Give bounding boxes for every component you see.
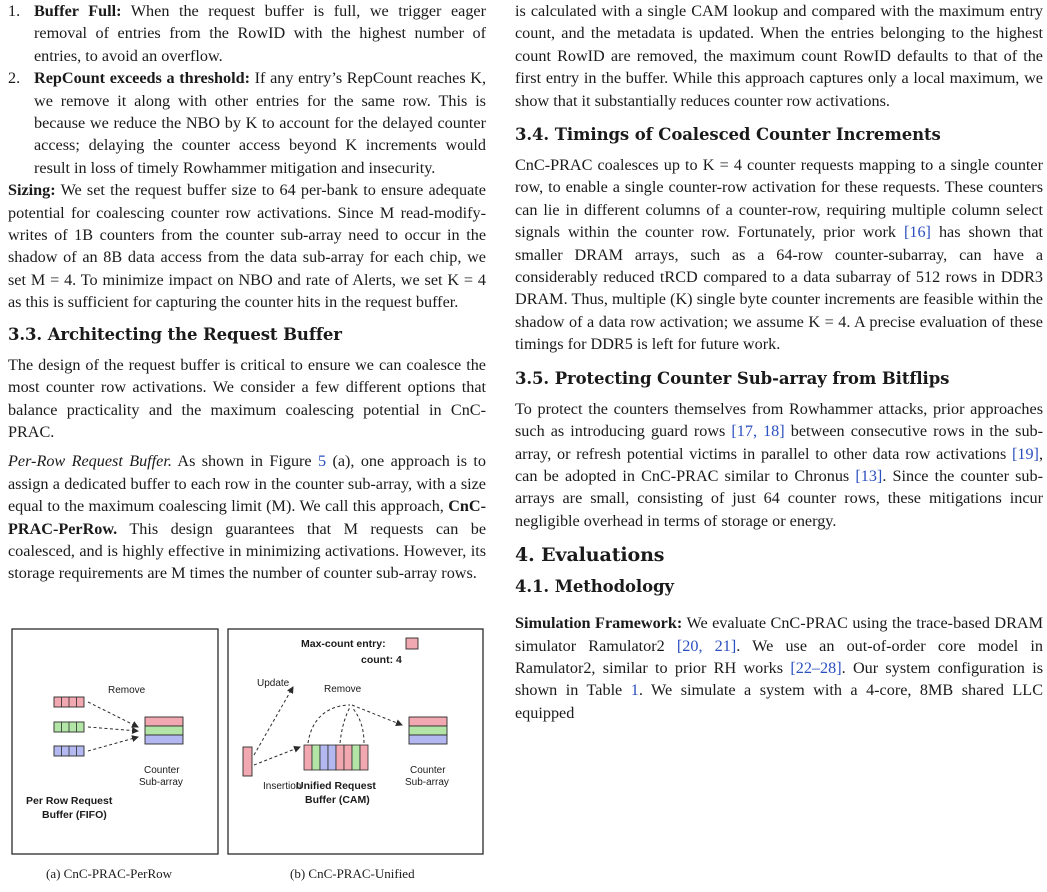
continued-paragraph: is calculated with a single CAM lookup and compared with the maximum entry count, and the metadata is updated. When the entries belonging to the highest count RowID are removed, the maximum count RowID defaults to that of the first entry in the buffer. While this approach captures only a local maximum, we show that it substantially reduces counter row activations. <box>515 2 1043 110</box>
insertion-label: Insertion <box>263 781 302 792</box>
paragraph-text: . We use an out-of-order core model in Ramulator2, similar to prior RH works <box>515 636 1044 677</box>
paragraph-title: Per-Row Request Buffer. <box>8 452 172 471</box>
counter-subarray-b <box>409 717 447 744</box>
paragraph-text: This design guarantees that M requests can be coalesced, and is highly effective in minimizing activations. However, its storage requirements are M times the number of counter sub-array rows. <box>8 519 487 583</box>
panel-b-title-line1: Unified Request <box>296 780 376 792</box>
paragraph-text: CnC-PRAC coalesces up to K = 4 counter requests mapping to a single counter row, to enable a single counter-row activation for these requests. These counters can lie in different columns of a counter-row, requiring multiple column select signals within the counter row. Fortunately, prior work <box>515 156 1043 242</box>
paragraph-text: To protect the counters themselves from Rowhammer attacks, prior approaches such as introducing guard rows <box>515 399 1043 441</box>
counter-subarray-a <box>145 717 183 744</box>
citation-link[interactable]: [19] <box>1011 444 1039 463</box>
list-item <box>8 67 486 179</box>
approach-name: CnC-PRAC-PerRow. <box>8 497 486 538</box>
list-item <box>8 0 486 67</box>
paragraph-text: between consecutive rows in the sub-array, or refresh potential victims in parallel to other data row activations <box>515 422 1044 463</box>
row-buffer-pink <box>54 697 84 707</box>
paragraph-text: . Since the counter sub-arrays are small, consisting of just 64 counter rows, these mitigations incur negligible overhead in terms of storage or energy. <box>515 466 1044 530</box>
incoming-request <box>243 747 252 776</box>
sizing-paragraph <box>8 179 486 313</box>
subarray-label: Sub-array <box>139 777 183 788</box>
paragraph-text: We set the request buffer size to 64 per-bank to ensure adequate potential for coalescing counter row activations. Since M read-modify-writes of 1B counters from the counter sub-array need to occur in the shadow of an 8B data access from the data sub-array for each chip, we set M = 4. To minimize impact on NBO and rate of Alerts, we set K = 4 as this is sufficient for capturing the counter hits in the request buffer. <box>8 181 486 312</box>
caption-b: (b) CnC-PRAC-Unified <box>290 866 415 881</box>
list-number: 1. <box>8 2 21 20</box>
paragraph-text: , can be adopted in CnC-PRAC similar to Chronus <box>515 444 1043 485</box>
counter-label: Counter <box>144 765 180 776</box>
section-paragraph: The design of the request buffer is critical to ensure we can coalesce the most counter row activations. We consider a few different options that balance practicality and the maximum coalescing potential in CnC-PRAC. <box>8 355 486 441</box>
section-paragraph <box>515 154 1043 356</box>
row-buffer-green <box>54 722 84 732</box>
paragraph-text: has shown that smaller DRAM arrays, such as a 64-row counter-subarray, can have a considerably reduced tRCD compared to a data subarray of 512 rows in DDR3 DRAM. Thus, multiple (K) single byte counter increments are feasible within the shadow of a data row activation; we assume K = 4. A precise evaluation of these timings for DDR5 is left for future work. <box>515 223 1044 354</box>
panel-a-title-line1: Per Row Request <box>26 795 113 807</box>
panel-b-title-line2: Buffer (CAM) <box>305 794 370 806</box>
paragraph-text: We evaluate CnC-PRAC using the trace-based DRAM simulator Ramulator2 <box>515 614 1043 655</box>
unified-buffer <box>304 745 368 770</box>
section-heading: 3.4. Timings of Coalesced Counter Increments <box>515 125 941 145</box>
remove-label: Remove <box>108 685 146 696</box>
simulation-paragraph <box>515 612 1043 724</box>
paragraph-title: Simulation Framework: <box>515 614 683 633</box>
paragraph-text: As shown in Figure <box>177 452 312 471</box>
citation-link[interactable]: [20, 21] <box>676 636 737 655</box>
section-heading: 3.3. Architecting the Request Buffer <box>8 324 342 344</box>
count-value: count: 4 <box>361 654 402 666</box>
subarray-label-b: Sub-array <box>405 777 449 788</box>
panel-a-title-line2: Buffer (FIFO) <box>42 809 107 821</box>
paragraph-text: . We simulate a system with a 4-core, 8MB shared LLC equipped <box>515 681 1043 722</box>
right-column <box>515 0 1043 724</box>
max-count-swatch <box>406 638 418 649</box>
perrow-paragraph <box>8 450 486 584</box>
citation-link[interactable]: [22–28] <box>790 658 842 677</box>
section-paragraph <box>515 398 1043 532</box>
list-number: 2. <box>8 69 21 88</box>
citation-link[interactable]: [16] <box>903 223 931 242</box>
paragraph-text: (a), one approach is to assign a dedicated buffer to each row in the counter sub-array, with a size equal to the maximum coalescing limit (M). We call this approach, <box>8 452 487 516</box>
list-item-title: RepCount exceeds a threshold: <box>34 69 250 88</box>
citation-link[interactable]: [13] <box>855 466 883 485</box>
counter-label-b: Counter <box>410 765 446 776</box>
max-count-label: Max-count entry: <box>301 638 386 650</box>
paragraph-title: Sizing: <box>8 181 56 200</box>
subsection-heading: 4.1. Methodology <box>515 577 674 597</box>
remove-label-b: Remove <box>324 684 362 695</box>
list-item-text: When the request buffer is full, we trigger eager removal of entries from the RowID with the highest number of entries, to avoid an overflow. <box>34 2 486 65</box>
row-buffer-blue <box>54 746 84 756</box>
list-item-title: Buffer Full: <box>34 2 122 20</box>
caption-a: (a) CnC-PRAC-PerRow <box>46 866 173 881</box>
figure-diagram <box>8 625 486 892</box>
figure-reference-link[interactable]: 5 <box>317 452 327 471</box>
section-heading: 4. Evaluations <box>515 544 665 567</box>
list-item-text: If any entry’s RepCount reaches K, we remove it along with other entries for the same row. This is because we reduce the NBO by K to account for the delayed counter access; delaying the counter access beyond K increments would result in loss of timely Rowhammer mitigation and insecurity. <box>34 69 487 177</box>
figure-5 <box>8 625 486 892</box>
left-column <box>8 0 486 585</box>
paragraph-text: . Our system configuration is shown in Table <box>515 658 1043 700</box>
table-reference-link[interactable]: 1 <box>630 681 639 700</box>
update-label: Update <box>257 678 290 689</box>
section-heading: 3.5. Protecting Counter Sub-array from Bitflips <box>515 368 950 388</box>
citation-link[interactable]: [17, 18] <box>731 422 785 441</box>
